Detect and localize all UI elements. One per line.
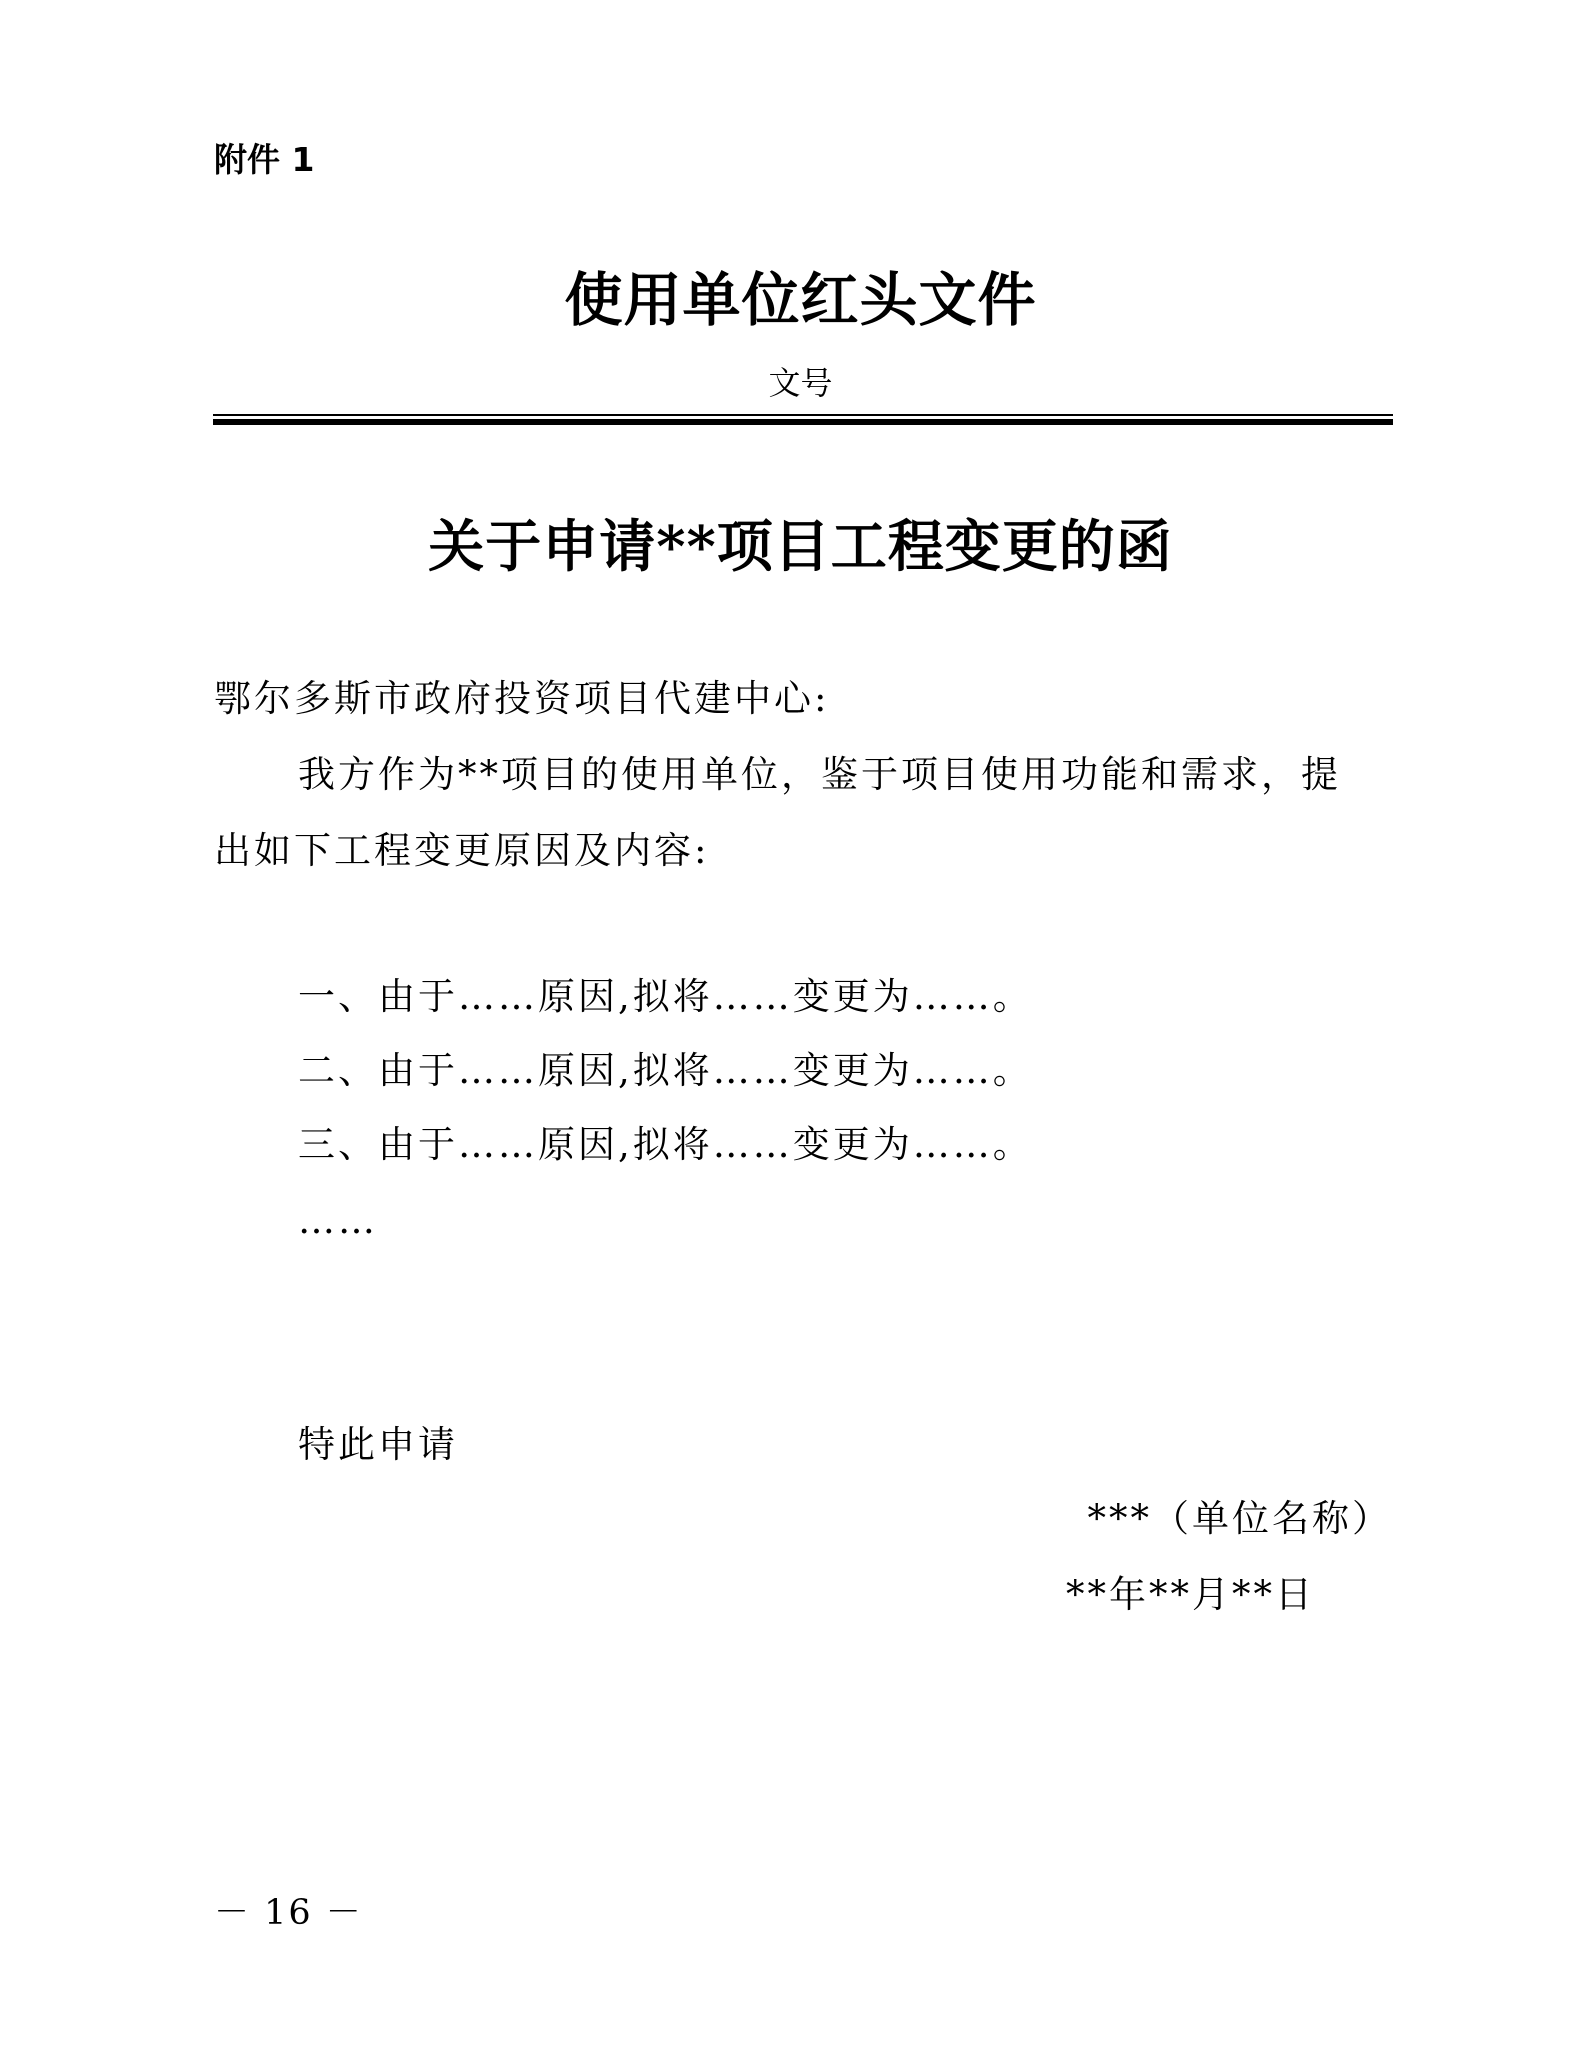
page-number: － 16 － [214, 1893, 363, 1933]
attachment-label: 附件 1 [214, 140, 315, 179]
red-header-title: 使用单位红头文件 [564, 266, 1037, 334]
change-item-3: 三、由于……原因,拟将……变更为……。 [298, 1123, 1033, 1166]
change-item-2: 二、由于……原因,拟将……变更为……。 [298, 1049, 1033, 1092]
closing-line: 特此申请 [298, 1423, 458, 1466]
change-item-ellipsis: …… [298, 1199, 378, 1242]
header-divider-rule [213, 414, 1393, 426]
divider-thick-line [213, 419, 1393, 425]
intro-paragraph-line-1: 我方作为**项目的使用单位，鉴于项目使用功能和需求，提 [298, 753, 1341, 796]
divider-thin-line [213, 414, 1393, 416]
intro-paragraph-line-2: 出如下工程变更原因及内容: [214, 829, 710, 872]
letter-title: 关于申请**项目工程变更的函 [428, 514, 1173, 580]
change-item-1: 一、由于……原因,拟将……变更为……。 [298, 975, 1033, 1018]
signature-date: **年**月**日 [1066, 1573, 1315, 1616]
document-number-label: 文号 [768, 364, 833, 402]
recipient-line: 鄂尔多斯市政府投资项目代建中心: [214, 677, 830, 720]
signer-unit-name: ***（单位名称） [1087, 1497, 1392, 1540]
